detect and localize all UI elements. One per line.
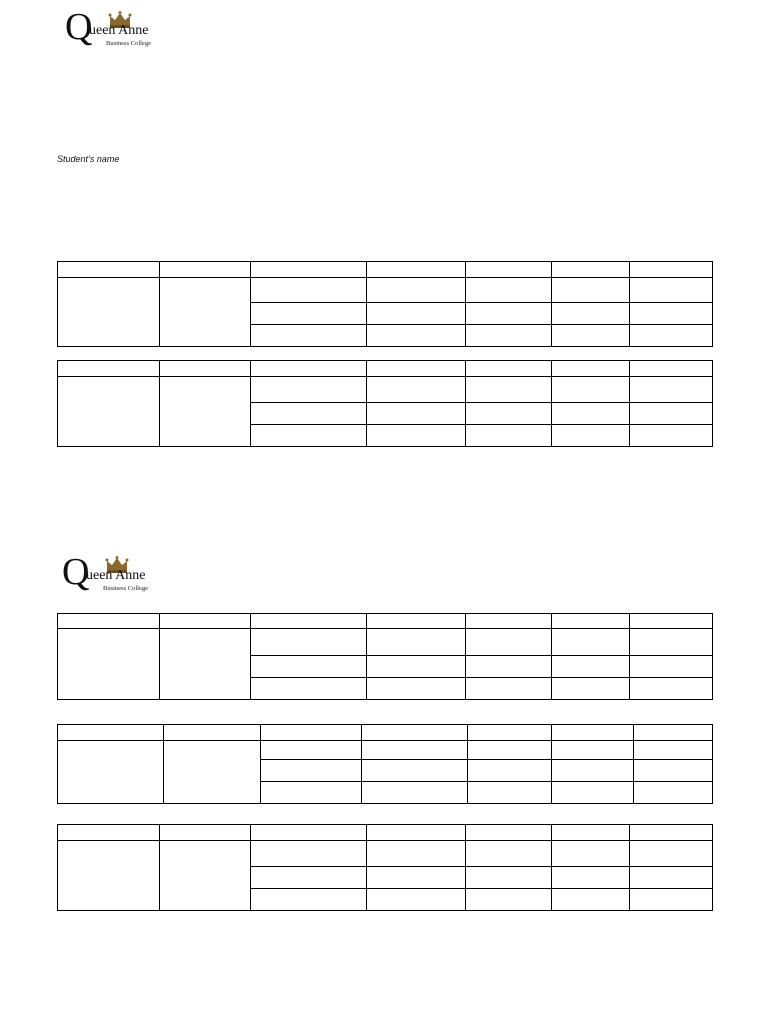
table-cell[interactable] — [630, 377, 713, 403]
table-cell[interactable] — [261, 760, 362, 782]
student-name-label: Student’s name — [57, 154, 120, 164]
table-cell[interactable] — [552, 278, 630, 303]
table-cell[interactable] — [58, 825, 160, 841]
table-cell[interactable] — [251, 303, 367, 325]
logo-subtitle: Business College — [103, 585, 148, 592]
table-cell[interactable] — [251, 889, 367, 911]
table-cell[interactable] — [466, 377, 552, 403]
table-cell[interactable] — [58, 262, 160, 278]
table-cell[interactable] — [160, 614, 251, 629]
logo-name: ueen Anne — [86, 568, 146, 583]
table-cell[interactable] — [58, 278, 160, 347]
table-cell[interactable] — [552, 403, 630, 425]
table-cell[interactable] — [630, 278, 713, 303]
table-cell[interactable] — [466, 656, 552, 678]
table-cell[interactable] — [251, 614, 367, 629]
table-cell[interactable] — [466, 841, 552, 867]
table-cell[interactable] — [466, 867, 552, 889]
table-cell[interactable] — [251, 361, 367, 377]
table-cell[interactable] — [367, 425, 466, 447]
table-cell[interactable] — [552, 841, 630, 867]
table-cell[interactable] — [466, 278, 552, 303]
table-cell[interactable] — [367, 377, 466, 403]
grade-table — [57, 824, 713, 911]
table-cell[interactable] — [630, 889, 713, 911]
table-cell[interactable] — [160, 629, 251, 700]
table-cell[interactable] — [58, 377, 160, 447]
table-cell[interactable] — [251, 278, 367, 303]
table-cell[interactable] — [552, 725, 634, 741]
table-cell[interactable] — [466, 825, 552, 841]
table-cell[interactable] — [367, 262, 466, 278]
table-cell[interactable] — [466, 629, 552, 656]
table-cell[interactable] — [552, 425, 630, 447]
table-cell[interactable] — [362, 741, 468, 760]
table-cell[interactable] — [630, 656, 713, 678]
college-logo — [62, 551, 172, 601]
table-cell[interactable] — [261, 725, 362, 741]
table-cell[interactable] — [634, 760, 713, 782]
logo-name: ueen Anne — [89, 23, 149, 38]
table-cell[interactable] — [630, 825, 713, 841]
college-logo — [65, 6, 175, 56]
table-cell[interactable] — [251, 867, 367, 889]
table-cell[interactable] — [251, 403, 367, 425]
table-cell[interactable] — [468, 741, 552, 760]
table-cell[interactable] — [367, 678, 466, 700]
table-cell[interactable] — [251, 629, 367, 656]
table-cell[interactable] — [251, 656, 367, 678]
table-cell[interactable] — [58, 361, 160, 377]
table-cell[interactable] — [367, 325, 466, 347]
table-cell[interactable] — [468, 725, 552, 741]
table-cell[interactable] — [261, 741, 362, 760]
table-cell[interactable] — [468, 760, 552, 782]
table-cell[interactable] — [367, 403, 466, 425]
table-cell[interactable] — [367, 656, 466, 678]
table-cell[interactable] — [58, 629, 160, 700]
table-cell[interactable] — [552, 741, 634, 760]
table-cell[interactable] — [552, 760, 634, 782]
table-cell[interactable] — [552, 325, 630, 347]
grade-table — [57, 261, 713, 347]
table-cell[interactable] — [362, 760, 468, 782]
table-cell[interactable] — [251, 262, 367, 278]
table-cell[interactable] — [630, 325, 713, 347]
table-cell[interactable] — [552, 262, 630, 278]
table-cell[interactable] — [552, 656, 630, 678]
table-cell[interactable] — [160, 278, 251, 347]
table-cell[interactable] — [630, 303, 713, 325]
table-cell[interactable] — [466, 614, 552, 629]
table-cell[interactable] — [367, 825, 466, 841]
table-cell[interactable] — [630, 867, 713, 889]
grade-table — [57, 613, 713, 700]
table-cell[interactable] — [160, 361, 251, 377]
table-cell[interactable] — [164, 741, 261, 804]
table-cell[interactable] — [261, 782, 362, 804]
table-cell[interactable] — [367, 841, 466, 867]
table-cell[interactable] — [630, 629, 713, 656]
table-cell[interactable] — [466, 262, 552, 278]
table-cell[interactable] — [362, 782, 468, 804]
logo-initial: Q — [65, 6, 93, 48]
table-cell[interactable] — [58, 841, 160, 911]
logo-subtitle: Business College — [106, 40, 151, 47]
table-cell[interactable] — [362, 725, 468, 741]
table-cell[interactable] — [630, 403, 713, 425]
table-cell[interactable] — [367, 867, 466, 889]
table-cell[interactable] — [630, 425, 713, 447]
table-cell[interactable] — [552, 629, 630, 656]
table-cell[interactable] — [630, 841, 713, 867]
table-cell[interactable] — [552, 377, 630, 403]
logo-initial: Q — [62, 551, 90, 593]
table-cell[interactable] — [466, 303, 552, 325]
grade-table — [57, 360, 713, 447]
table-cell[interactable] — [466, 678, 552, 700]
table-cell[interactable] — [251, 325, 367, 347]
table-cell[interactable] — [552, 614, 630, 629]
table-cell[interactable] — [164, 725, 261, 741]
table-cell[interactable] — [552, 303, 630, 325]
table-cell[interactable] — [251, 841, 367, 867]
table-cell[interactable] — [634, 725, 713, 741]
table-cell[interactable] — [367, 614, 466, 629]
table-cell[interactable] — [466, 325, 552, 347]
table-cell[interactable] — [466, 425, 552, 447]
table-cell[interactable] — [466, 403, 552, 425]
table-cell[interactable] — [630, 614, 713, 629]
table-cell[interactable] — [466, 889, 552, 911]
table-cell[interactable] — [466, 361, 552, 377]
table-cell[interactable] — [552, 889, 630, 911]
table-cell[interactable] — [468, 782, 552, 804]
table-cell[interactable] — [367, 278, 466, 303]
table-cell[interactable] — [251, 678, 367, 700]
table-cell[interactable] — [630, 678, 713, 700]
table-cell[interactable] — [58, 725, 164, 741]
table-cell[interactable] — [367, 629, 466, 656]
table-cell[interactable] — [251, 825, 367, 841]
grade-table — [57, 724, 713, 804]
table-cell[interactable] — [367, 303, 466, 325]
table-cell[interactable] — [58, 614, 160, 629]
table-cell[interactable] — [251, 377, 367, 403]
table-cell[interactable] — [634, 741, 713, 760]
table-cell[interactable] — [367, 889, 466, 911]
table-cell[interactable] — [58, 741, 164, 804]
table-cell[interactable] — [634, 782, 713, 804]
table-cell[interactable] — [552, 678, 630, 700]
table-cell[interactable] — [367, 361, 466, 377]
table-cell[interactable] — [160, 841, 251, 911]
table-cell[interactable] — [552, 825, 630, 841]
table-cell[interactable] — [630, 262, 713, 278]
table-cell[interactable] — [160, 377, 251, 447]
table-cell[interactable] — [552, 782, 634, 804]
table-cell[interactable] — [552, 867, 630, 889]
table-cell[interactable] — [160, 262, 251, 278]
table-cell[interactable] — [630, 361, 713, 377]
table-cell[interactable] — [552, 361, 630, 377]
table-cell[interactable] — [251, 425, 367, 447]
table-cell[interactable] — [160, 825, 251, 841]
